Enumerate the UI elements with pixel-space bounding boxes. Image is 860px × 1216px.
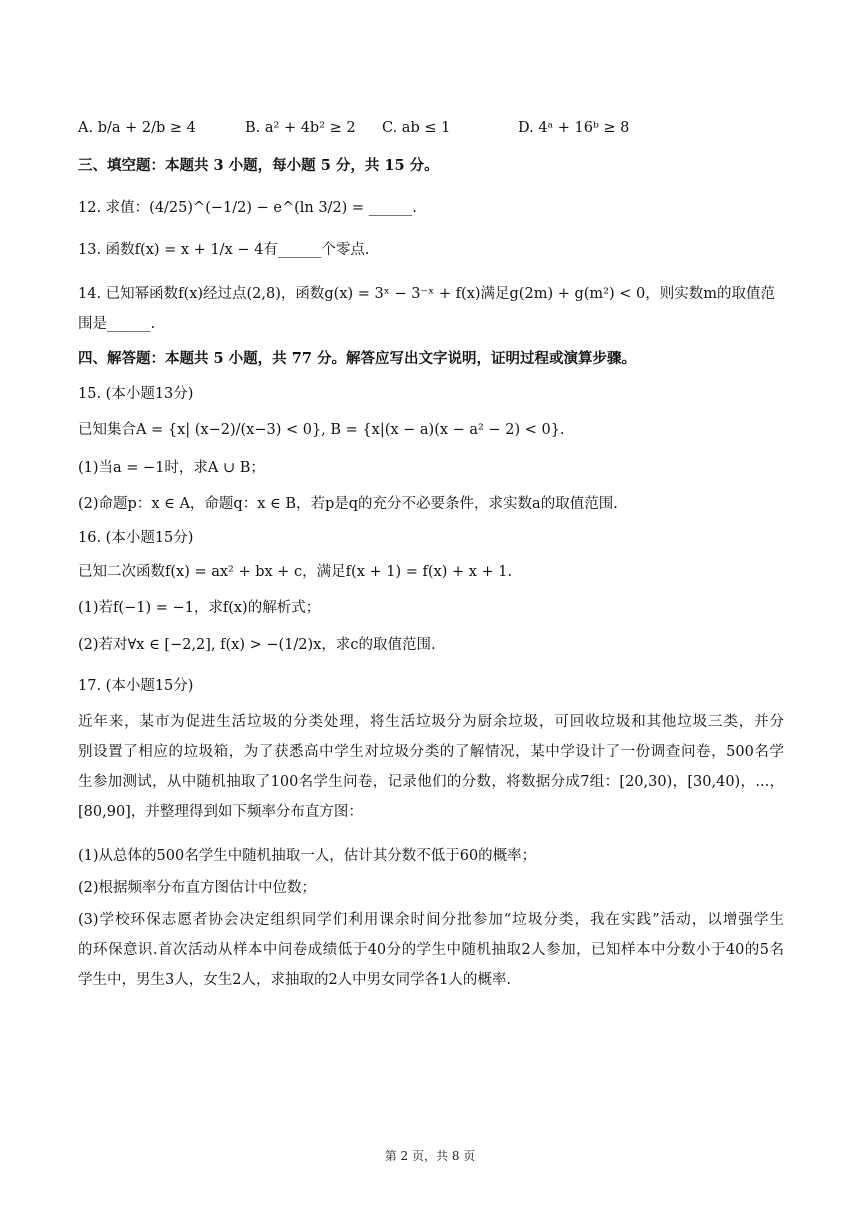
question-16-stem: 已知二次函数f(x) = ax² + bx + c，满足f(x + 1) = f(x) + x + 1. bbox=[78, 564, 513, 580]
q17-part3-line: 学生中，男生3人，女生2人，求抽取的2人中男女同学各1人的概率. bbox=[78, 972, 512, 988]
question-15-part-1: (1)当a = −1时，求A ∪ B； bbox=[78, 460, 265, 476]
q17-stem-line: 生参加测试，从中随机抽取了100名学生问卷，记录他们的分数，将数据分成7组：[20,30)，[30,40)，...， bbox=[78, 774, 784, 790]
question-16-part-1: (1)若f(−1) = −1，求f(x)的解析式； bbox=[78, 600, 321, 616]
question-17-part-3 bbox=[78, 905, 784, 995]
q17-stem-line: 别设置了相应的垃圾箱，为了获悉高中学生对垃圾分类的了解情况，某中学设计了一份调查问卷，500名学 bbox=[78, 744, 784, 760]
option-b: B. a² + 4b² ≥ 2 bbox=[245, 120, 356, 136]
question-16-title: 16. (本小题15分) bbox=[78, 530, 194, 546]
q17-part3-line: 的环保意识.首次活动从样本中问卷成绩低于40分的学生中随机抽取2人参加，已知样本中分数小于40的5名 bbox=[78, 942, 784, 958]
question-17-stem bbox=[78, 707, 784, 827]
question-17-part-2: (2)根据频率分布直方图估计中位数； bbox=[78, 880, 317, 896]
q17-stem-line: 近年来，某市为促进生活垃圾的分类处理，将生活垃圾分为厨余垃圾，可回收垃圾和其他垃圾三类，并分 bbox=[78, 714, 784, 730]
q17-part3-line: (3)学校环保志愿者协会决定组织同学们利用课余时间分批参加“垃圾分类，我在实践”活动，以增强学生 bbox=[78, 912, 784, 928]
question-15-part-2: (2)命题p：x ∈ A，命题q：x ∈ B，若p是q的充分不必要条件，求实数a的取值范围. bbox=[78, 496, 618, 512]
option-d: D. 4ᵃ + 16ᵇ ≥ 8 bbox=[518, 120, 630, 136]
question-14-line-1: 14. 已知幂函数f(x)经过点(2,8)，函数g(x) = 3ˣ − 3⁻ˣ + f(x)满足g(2m) + g(m²) < 0，则实数m的取值范 bbox=[78, 286, 775, 302]
q17-stem-line: [80,90]，并整理得到如下频率分布直方图： bbox=[78, 804, 363, 820]
question-17-part-1: (1)从总体的500名学生中随机抽取一人，估计其分数不低于60的概率； bbox=[78, 848, 537, 864]
question-17-title: 17. (本小题15分) bbox=[78, 678, 194, 694]
question-16-part-2: (2)若对∀x ∈ [−2,2], f(x) > −(1/2)x，求c的取值范围. bbox=[78, 637, 436, 653]
page-footer: 第 2 页，共 8 页 bbox=[384, 1149, 476, 1163]
option-c: C. ab ≤ 1 bbox=[382, 120, 451, 136]
section-4-heading: 四、解答题：本题共 5 小题，共 77 分。解答应写出文字说明，证明过程或演算步骤。 bbox=[78, 350, 636, 367]
question-14-line-2: 围是______. bbox=[78, 316, 156, 332]
option-a: A. b/a + 2/b ≥ 4 bbox=[78, 120, 196, 136]
question-15-stem: 已知集合A = {x| (x−2)/(x−3) < 0}, B = {x|(x − a)(x − a² − 2) < 0}. bbox=[78, 422, 565, 438]
q11-options bbox=[78, 118, 778, 138]
question-12: 12. 求值：(4/25)^(−1/2) − e^(ln 3/2) = ______. bbox=[78, 200, 417, 216]
section-3-heading: 三、填空题：本题共 3 小题，每小题 5 分，共 15 分。 bbox=[78, 157, 439, 174]
question-13: 13. 函数f(x) = x + 1/x − 4有______个零点. bbox=[78, 242, 370, 258]
question-15-title: 15. (本小题13分) bbox=[78, 386, 194, 402]
